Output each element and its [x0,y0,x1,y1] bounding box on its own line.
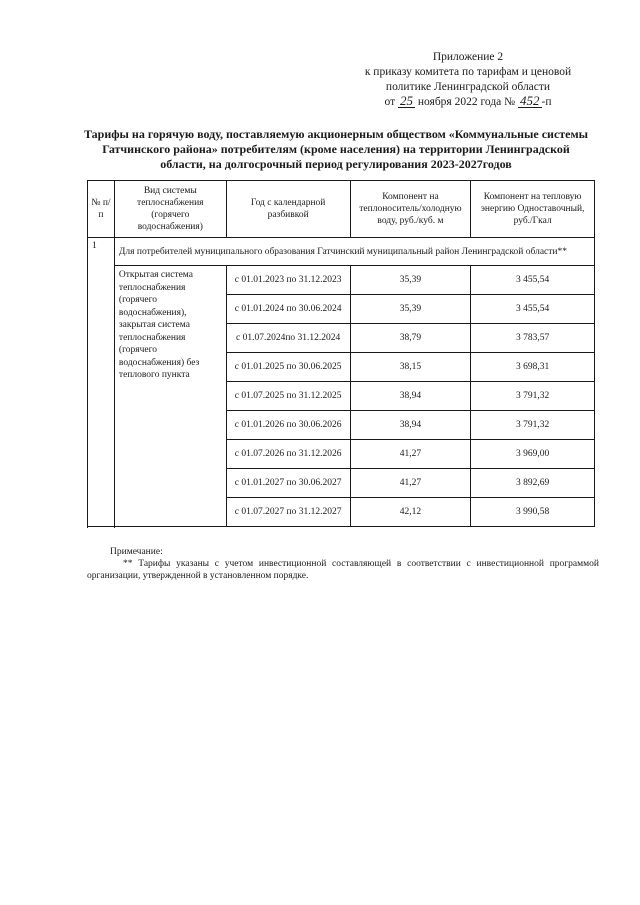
appendix-month-year: ноября 2022 года № [417,96,516,108]
appendix-day: 25 [399,93,413,108]
period-cell: с 01.07.2024по 31.12.2024 [226,324,350,353]
header-heat-component: Компонент на тепловую энергию Одноставочный, руб./Гкал [471,181,595,238]
heat-component-value: 3 892,69 [471,469,595,498]
tariff-row [88,266,595,295]
appendix-order-number: 452 [520,93,540,108]
heat-component-value: 3 969,00 [471,440,595,469]
system-kind: Открытая система теплоснабжения (горячего водоснабжения), закрытая система теплоснабжения (горячего водоснабжения) без теплового пункта [114,266,226,527]
footnote-text: ** Тарифы указаны с учетом инвестиционной составляющей в соответствии с инвестиционной программой организации, утвержденной в установленном порядке. [87,559,599,581]
footnote [87,546,599,582]
heat-component-value: 3 455,54 [471,295,595,324]
row-number: 1 [88,238,115,527]
group-title: Для потребителей муниципального образования Гатчинский муниципальный район Ленинградской области** [114,238,594,266]
appendix-title: Приложение 2 [432,51,504,63]
water-component-value: 38,15 [350,353,471,382]
water-component-value: 38,94 [350,382,471,411]
period-cell: с 01.01.2025 по 30.06.2025 [226,353,350,382]
heat-component-value: 3 698,31 [471,353,595,382]
period-cell: с 01.07.2026 по 31.12.2026 [226,440,350,469]
appendix-committee: политике Ленинградской области [385,81,551,93]
water-component-value: 38,94 [350,411,471,440]
water-component-value: 35,39 [350,295,471,324]
heat-component-value: 3 791,32 [471,411,595,440]
period-cell: с 01.01.2024 по 30.06.2024 [226,295,350,324]
header-number: № п/п [88,181,115,238]
water-component-value: 38,79 [350,324,471,353]
table-header-row [88,181,595,238]
appendix-suffix: -п [541,96,552,108]
heat-component-value: 3 791,32 [471,382,595,411]
tariff-table [87,180,595,527]
footnote-heading: Примечание: [110,547,163,557]
heat-component-value: 3 990,58 [471,498,595,527]
period-cell: с 01.07.2027 по 31.12.2027 [226,498,350,527]
period-cell: с 01.07.2025 по 31.12.2025 [226,382,350,411]
appendix-date-line [348,95,588,110]
appendix-header [348,50,588,110]
period-cell: с 01.01.2027 по 30.06.2027 [226,469,350,498]
appendix-from-label: от [384,96,396,108]
water-component-value: 35,39 [350,266,471,295]
water-component-value: 41,27 [350,440,471,469]
header-system-kind: Вид системы теплоснабжения (горячего водоснабжения) [114,181,226,238]
header-water-component: Компонент на теплоноситель/холодную воду, руб./куб. м [350,181,471,238]
appendix-order-ref: к приказу комитета по тарифам и ценовой [364,66,572,78]
period-cell: с 01.01.2026 по 30.06.2026 [226,411,350,440]
heat-component-value: 3 455,54 [471,266,595,295]
heat-component-value: 3 783,57 [471,324,595,353]
water-component-value: 41,27 [350,469,471,498]
water-component-value: 42,12 [350,498,471,527]
header-period: Год с календарной разбивкой [226,181,350,238]
document-title: Тарифы на горячую воду, поставляемую акционерным обществом «Коммунальные системы Гатчинского района» потребителям (кроме населения) на территории Ленинградской области, на долгосрочный период регулирования 2023-2027годов [83,127,589,171]
group-row [88,238,595,266]
period-cell: с 01.01.2023 по 31.12.2023 [226,266,350,295]
